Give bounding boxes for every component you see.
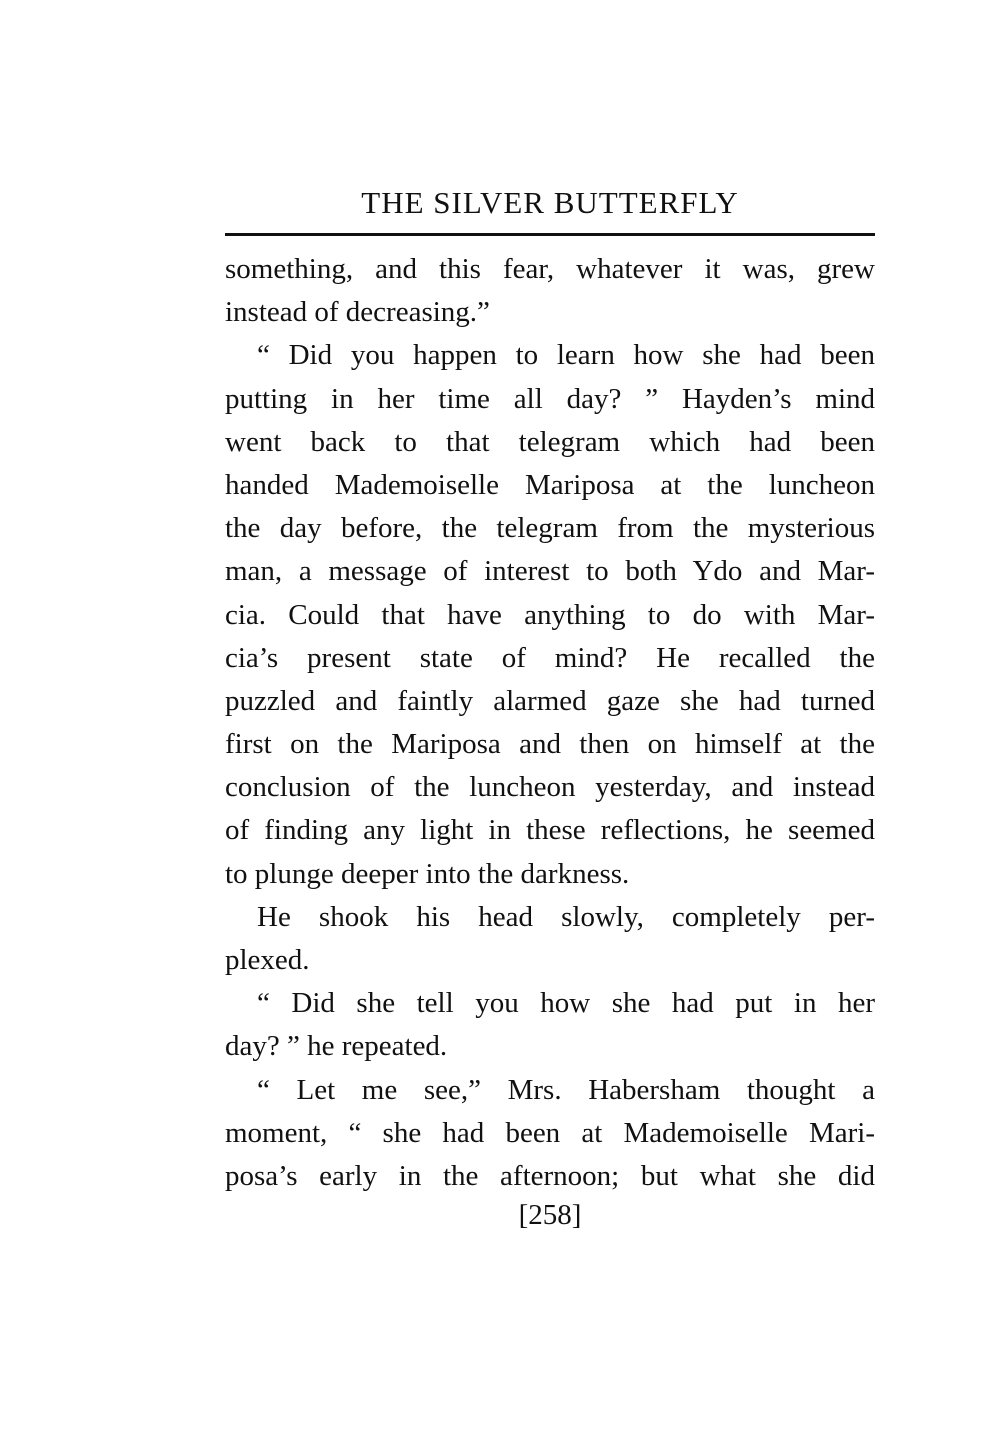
text-line: cia’s present state of mind? He recalled the <box>225 641 875 674</box>
text-line: to plunge deeper into the darkness. <box>225 857 630 890</box>
text-line: conclusion of the luncheon yesterday, and instead <box>225 771 875 804</box>
text-line: of finding any light in these reflections, he seemed <box>225 814 875 847</box>
text-line: cia. Could that have anything to do with Mar- <box>225 598 875 631</box>
text-line: “ Let me see,” Mrs. Habersham thought a <box>257 1073 875 1106</box>
text-line: man, a message of interest to both Ydo and Mar- <box>225 555 875 588</box>
text-line: “ Did she tell you how she had put in her <box>257 987 875 1020</box>
text-line: He shook his head slowly, completely per- <box>257 900 875 933</box>
text-line: first on the Mariposa and then on himself at the <box>225 728 875 761</box>
text-line: plexed. <box>225 944 310 976</box>
page-body <box>225 248 875 1198</box>
text-line: instead of decreasing.” <box>225 296 490 329</box>
text-line: puzzled and faintly alarmed gaze she had turned <box>225 684 875 717</box>
text-line: the day before, the telegram from the mysterious <box>225 512 875 545</box>
text-line: something, and this fear, whatever it was, grew <box>225 253 875 285</box>
text-line: day? ” he repeated. <box>225 1030 448 1063</box>
running-header: THE SILVER BUTTERFLY <box>361 185 739 220</box>
header-rule <box>225 233 875 236</box>
text-line: went back to that telegram which had been <box>225 425 875 458</box>
text-line: posa’s early in the afternoon; but what she did <box>225 1159 875 1192</box>
text-line: putting in her time all day? ” Hayden’s mind <box>225 382 875 415</box>
text-line: “ Did you happen to learn how she had been <box>257 339 875 372</box>
text-line: moment, “ she had been at Mademoiselle Mari- <box>225 1116 875 1149</box>
page-number: [258] <box>518 1199 582 1231</box>
text-line: handed Mademoiselle Mariposa at the luncheon <box>225 468 875 501</box>
